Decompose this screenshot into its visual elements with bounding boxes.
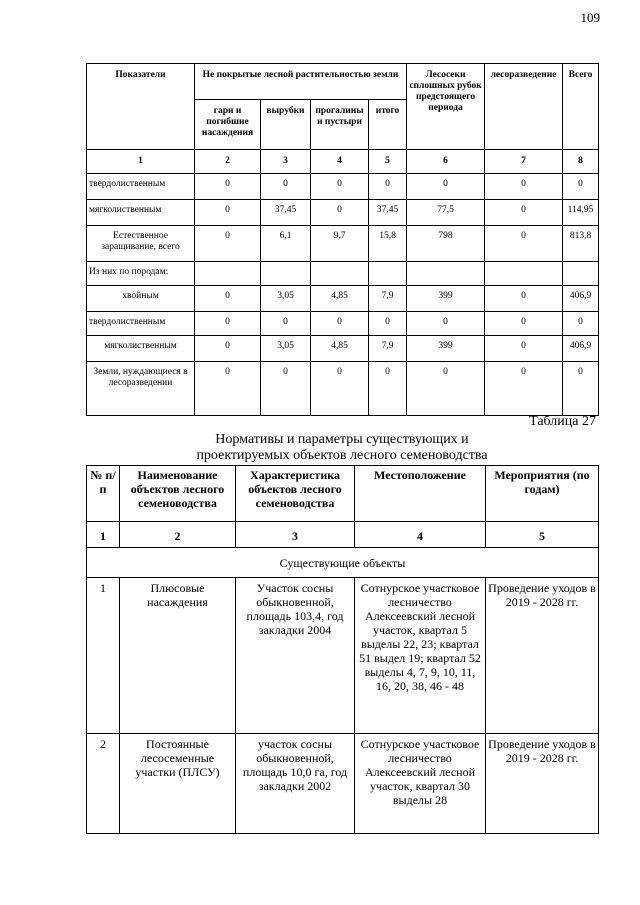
table-title-line: Нормативы и параметры существующих и <box>215 432 469 447</box>
row-value: 37,45 <box>369 200 407 226</box>
table-caption: Таблица 27 <box>529 414 596 429</box>
row-value: 15,8 <box>369 226 407 262</box>
row-measures: Проведение уходов в 2019 - 2028 гг. <box>486 578 599 734</box>
row-value: 9,7 <box>311 226 369 262</box>
row-value: 798 <box>407 226 485 262</box>
row-no: 2 <box>87 734 120 834</box>
land-categories-table <box>86 63 599 416</box>
table-row <box>87 226 599 262</box>
section-row: Существующие объекты <box>87 548 599 578</box>
row-value: 0 <box>195 312 261 336</box>
row-name: Постоянные лесосеменные участки (ПЛСУ) <box>120 734 236 834</box>
row-value: 0 <box>407 174 485 200</box>
row-value: 0 <box>369 312 407 336</box>
row-value: 0 <box>485 336 563 362</box>
row-value: 0 <box>261 362 311 416</box>
column-number: 7 <box>485 150 563 174</box>
header-all: Всего <box>563 64 599 150</box>
row-value: 0 <box>407 312 485 336</box>
column-number: 4 <box>311 150 369 174</box>
row-value: 0 <box>311 200 369 226</box>
row-value: 3,05 <box>261 286 311 312</box>
row-value: 6,1 <box>261 226 311 262</box>
row-value <box>261 262 311 286</box>
table-row <box>87 734 599 834</box>
row-label: твердолиственным <box>87 312 195 336</box>
row-value: 0 <box>195 226 261 262</box>
row-label: мягколиственным <box>87 336 195 362</box>
header-clearcuts: вырубки <box>261 100 311 150</box>
row-value <box>485 262 563 286</box>
header-not-covered: Не покрытые лесной растительностью земли <box>195 64 407 100</box>
row-value: 0 <box>407 362 485 416</box>
row-value: 0 <box>563 174 599 200</box>
table-row <box>87 174 599 200</box>
row-value: 0 <box>485 362 563 416</box>
header-no: № п/п <box>87 466 120 522</box>
row-value: 7,9 <box>369 336 407 362</box>
header-indicators: Показатели <box>87 64 195 150</box>
row-value: 3,05 <box>261 336 311 362</box>
header-characteristic: Характеристика объектов лесного семеноводства <box>236 466 355 522</box>
table-row <box>87 200 599 226</box>
column-number: 2 <box>120 522 236 548</box>
page-number: 109 <box>580 10 600 25</box>
table-row <box>87 262 599 286</box>
row-label: хвойным <box>87 286 195 312</box>
column-number: 3 <box>261 150 311 174</box>
row-value: 0 <box>261 174 311 200</box>
row-value: 0 <box>485 286 563 312</box>
row-value <box>369 262 407 286</box>
row-value: 0 <box>311 312 369 336</box>
column-number: 2 <box>195 150 261 174</box>
row-value: 0 <box>195 200 261 226</box>
row-value: 4,85 <box>311 286 369 312</box>
column-number: 5 <box>369 150 407 174</box>
header-total-sub: итого <box>369 100 407 150</box>
row-value: 37,45 <box>261 200 311 226</box>
column-number: 8 <box>563 150 599 174</box>
column-number: 5 <box>486 522 599 548</box>
row-location: Сотнурское участковое лесничество Алексеевский лесной участок, квартал 5 выделы 22, 23; квартал 51 выдел 19; квартал 52 выделы 4, 7, 9, 10, 11, 16, 20, 38, 46 - 48 <box>355 578 486 734</box>
row-value: 0 <box>369 362 407 416</box>
header-reforestation: лесоразведение <box>485 64 563 150</box>
table-row <box>87 286 599 312</box>
row-value: 114,95 <box>563 200 599 226</box>
row-measures: Проведение уходов в 2019 - 2028 гг. <box>486 734 599 834</box>
table-row <box>87 312 599 336</box>
table-row <box>87 578 599 734</box>
header-location: Местоположение <box>355 466 486 522</box>
row-value: 406,9 <box>563 286 599 312</box>
row-value: 0 <box>195 336 261 362</box>
row-name: Плюсовые насаждения <box>120 578 236 734</box>
row-value: 0 <box>311 362 369 416</box>
row-value <box>311 262 369 286</box>
header-glades: прогалины и пустыри <box>311 100 369 150</box>
table-title <box>86 432 598 464</box>
column-number: 4 <box>355 522 486 548</box>
row-label: Естественное заращивание, всего <box>87 226 195 262</box>
row-value: 406,9 <box>563 336 599 362</box>
row-value: 0 <box>195 362 261 416</box>
row-value: 399 <box>407 286 485 312</box>
header-name: Наименование объектов лесного семеноводства <box>120 466 236 522</box>
row-value: 0 <box>369 174 407 200</box>
column-numbers-row <box>87 150 599 174</box>
row-value <box>563 262 599 286</box>
row-value: 4,85 <box>311 336 369 362</box>
table-row <box>87 336 599 362</box>
header-measures: Мероприятия (по годам) <box>486 466 599 522</box>
row-value: 0 <box>485 226 563 262</box>
row-value <box>407 262 485 286</box>
column-number: 1 <box>87 150 195 174</box>
row-characteristic: участок сосны обыкновенной, площадь 10,0 га, год закладки 2002 <box>236 734 355 834</box>
row-label: твердолиственным <box>87 174 195 200</box>
column-number: 3 <box>236 522 355 548</box>
row-value: 0 <box>261 312 311 336</box>
row-value: 0 <box>485 200 563 226</box>
row-characteristic: Участок сосны обыкновенной, площадь 103,4, год закладки 2004 <box>236 578 355 734</box>
row-value: 0 <box>195 174 261 200</box>
row-location: Сотнурское участковое лесничество Алексеевский лесной участок, квартал 30 выделы 28 <box>355 734 486 834</box>
row-label: Земли, нуждающиеся в лесоразведении <box>87 362 195 416</box>
row-label: мягколиственным <box>87 200 195 226</box>
row-value: 399 <box>407 336 485 362</box>
column-number: 1 <box>87 522 120 548</box>
table-title-line: проектируемых объектов лесного семеноводства <box>196 448 488 463</box>
row-value: 0 <box>195 286 261 312</box>
row-value: 7,9 <box>369 286 407 312</box>
row-value <box>195 262 261 286</box>
row-value: 0 <box>311 174 369 200</box>
header-cutting-areas: Лесосеки сплошных рубок предстоящего периода <box>407 64 485 150</box>
row-value: 0 <box>563 362 599 416</box>
row-value: 0 <box>485 312 563 336</box>
row-value: 813,8 <box>563 226 599 262</box>
seed-objects-table <box>86 465 599 834</box>
header-burned: гари и погибшие насаждения <box>195 100 261 150</box>
row-value: 0 <box>563 312 599 336</box>
table-row <box>87 362 599 416</box>
row-value: 77,5 <box>407 200 485 226</box>
column-number: 6 <box>407 150 485 174</box>
row-no: 1 <box>87 578 120 734</box>
row-value: 0 <box>485 174 563 200</box>
row-label: Из них по породам: <box>87 262 195 286</box>
